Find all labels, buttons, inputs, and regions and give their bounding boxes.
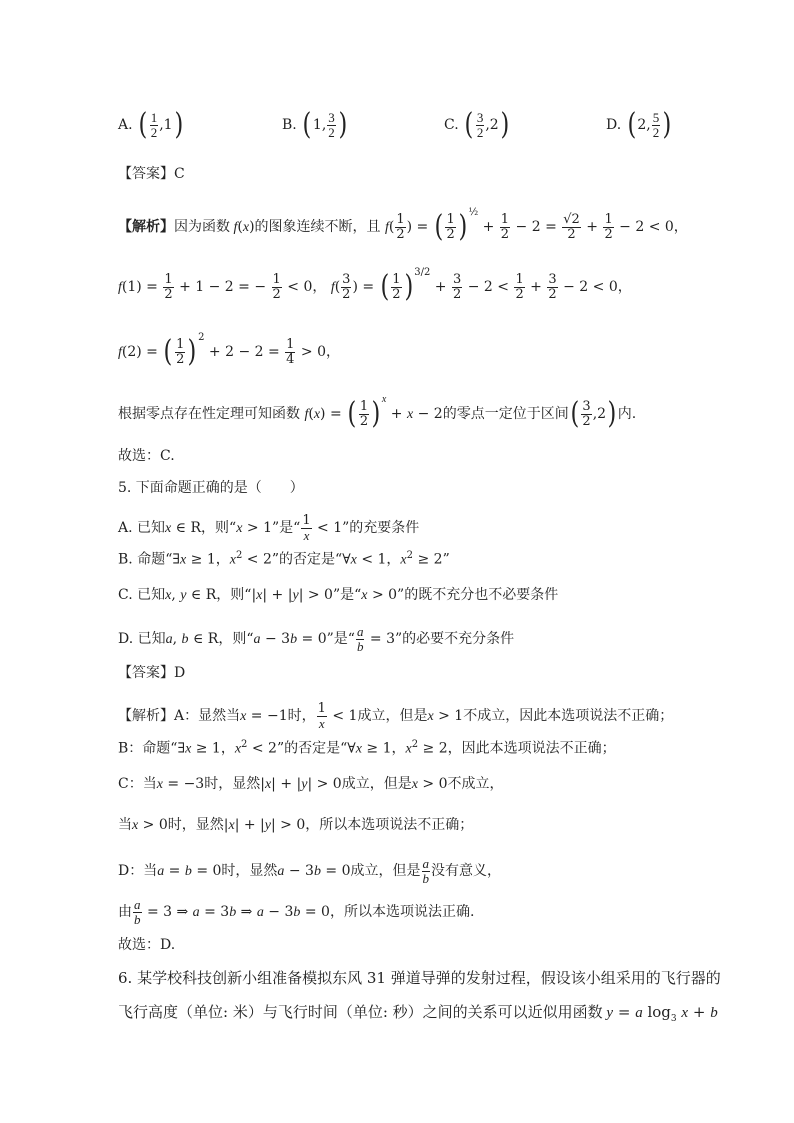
q5-b-text-3: ” bbox=[442, 551, 450, 568]
q5-b-text-1: B. 命题“ bbox=[118, 551, 173, 568]
question-6-line-2: 飞行高度（单位: 米）与飞行时间（单位: 秒）之间的关系可以近似用函数 y = a $\log_3 x + b$ bbox=[118, 1003, 718, 1024]
q5-d-text-3: ”是“ bbox=[326, 631, 355, 648]
q5-option-b: B. 命题“∃x ≥ 1，$x^2 < 2$”的否定是“∀x < 1，$x^2 \ge 2$” bbox=[118, 550, 450, 568]
a2-l3-text-b: 时，显然 bbox=[204, 776, 261, 792]
analysis-2-line-5: D：当a = b = 0时，显然a − 3b = 0成立，但是 $\frac{a}{b}$ 没有意义， bbox=[118, 856, 502, 886]
a2-l4-text-b: 时，显然 bbox=[167, 817, 224, 833]
q5-option-a: A. 已知x ∈ R，则“x > 1”是“ $\frac{1}{x}$ < 1”的充要条件 bbox=[118, 513, 420, 543]
analysis-1-line-1: 【解析】因为函数 f(x)的图象连续不断，且 f( $\frac{1}{2}$ ) = ( $\frac{1}{2}$ )$^{\frac{1}{2}}$ + $\frac{1}{2}$ − 2 = $\frac{√2}{2}$ + $\frac{1}{2}$ − 2 < 0， bbox=[118, 207, 688, 244]
question-5-stem: 5. 下面命题正确的是（ ） bbox=[118, 480, 304, 496]
q5-option-d: D. 已知a, b ∈ R，则“a − 3b = 0”是“ $\frac{a}{b}$ = 3”的必要不充分条件 bbox=[118, 624, 515, 654]
a2-l6-text-a: 由 bbox=[118, 904, 132, 921]
a2-l4-text-c: ，所以本选项说法不正确； bbox=[305, 817, 474, 833]
option-a-label: A. bbox=[118, 117, 133, 133]
q5-a-text-3: ”是“ bbox=[271, 520, 301, 537]
q5-d-text-4: ”的必要不充分条件 bbox=[395, 631, 515, 648]
q5-a-text-4: ”的充要条件 bbox=[342, 520, 420, 537]
analysis-intro: 因为函数 bbox=[174, 219, 230, 235]
a2-l1-text-d: 不成立，因此本选项说法不正确； bbox=[463, 708, 674, 725]
question-6-line-1: 6. 某学校科技创新小组准备模拟东风 31 弹道导弹的发射过程，假设该小组采用的飞行器的 bbox=[118, 969, 721, 987]
analysis-1-line-4-text-b: 的零点一定位于区间 bbox=[442, 406, 569, 422]
q5-a-text-2: ，则“ bbox=[201, 520, 237, 537]
conclusion-1: 故选：C. bbox=[118, 448, 175, 464]
a2-l1-text-c: 成立，但是 bbox=[357, 708, 428, 725]
q5-d-text-2: ，则“ bbox=[218, 631, 254, 648]
q6-line-2-text: 飞行高度（单位: 米）与飞行时间（单位: 秒）之间的关系可以近似用函数 bbox=[118, 1003, 603, 1021]
a2-l5-text-b: 时，显然 bbox=[221, 863, 278, 880]
analysis-2-line-3: C：当x = −3时，显然|x| + |y| > 0成立，但是x > 0不成立， bbox=[118, 776, 504, 792]
q5-c-text-1: C. 已知 bbox=[118, 587, 166, 603]
analysis-label: 【解析】 bbox=[118, 219, 174, 235]
a2-l3-text-a: C：当 bbox=[118, 776, 157, 792]
q5-d-text-1: D. 已知 bbox=[118, 631, 166, 648]
q5-option-c: C. 已知x, y ∈ R，则“|x| + |y| > 0”是“x > 0”的既不充分也不必要条件 bbox=[118, 587, 559, 603]
a2-l5-text-a: D：当 bbox=[118, 863, 158, 880]
analysis-1-line-4-text: 根据零点存在性定理可知函数 bbox=[118, 406, 300, 422]
a2-l3-text-c: 成立，但是 bbox=[341, 776, 412, 792]
analysis-1-line-3: f(2) = ( $\frac{1}{2}$ )$^2$ + 2 − 2 = $\frac{1}{4}$ > 0， bbox=[118, 332, 340, 369]
q5-b-text-2: ”的否定是“ bbox=[271, 551, 343, 568]
a2-l2-text-b: ”的否定是“ bbox=[276, 740, 348, 757]
analysis-2-line-6: 由 $\frac{a}{b}$ = 3 ⇒ a = 3b ⇒ a − 3b = 0，所以本选项说法正确. bbox=[118, 897, 475, 927]
a2-l2-text-c: ，因此本选项说法不正确； bbox=[447, 740, 616, 757]
q5-a-text-1: A. 已知 bbox=[118, 520, 166, 537]
a2-l1-text-b: 时， bbox=[287, 708, 316, 725]
q5-c-text-4: ”的既不充分也不必要条件 bbox=[397, 587, 559, 603]
a2-l5-text-d: 没有意义， bbox=[431, 863, 502, 880]
option-c-label: C. bbox=[444, 117, 459, 133]
option-a: A. ( $\frac{1}{2}$ ,1) bbox=[118, 107, 183, 142]
a2-l1-text-a: 【解析】A：显然当 bbox=[118, 708, 241, 725]
analysis-2-line-4: 当x > 0时，显然|x| + |y| > 0，所以本选项说法不正确； bbox=[118, 817, 474, 833]
option-b-label: B. bbox=[282, 117, 297, 133]
analysis-2-line-1: 【解析】A：显然当x = −1时， $\frac{1}{x}$ < 1成立，但是x > 1不成立，因此本选项说法不正确； bbox=[118, 701, 674, 731]
q5-c-text-2: ，则“ bbox=[216, 587, 252, 603]
answer-1: 【答案】C bbox=[118, 166, 185, 182]
a2-l2-text-a: B：命题“ bbox=[118, 740, 178, 757]
option-c: C. ( $\frac{3}{2}$ ,2) bbox=[444, 107, 509, 142]
q5-c-text-3: ”是“ bbox=[332, 587, 362, 603]
a2-l4-text-a: 当 bbox=[118, 817, 132, 833]
analysis-1-line-4: 根据零点存在性定理可知函数 f(x) = ( $\frac{1}{2}$ )$^x$ + x − 2的零点一定位于区间( $\frac{3}{2}$ ,2)内. bbox=[118, 394, 637, 431]
option-b: B. (1, $\frac{3}{2}$ ) bbox=[282, 107, 348, 142]
a2-l6-text-b: ，所以本选项说法正确. bbox=[329, 904, 475, 921]
analysis-1-line-4-text-c: 内. bbox=[617, 406, 637, 422]
a2-l3-text-d: 不成立， bbox=[447, 776, 504, 792]
analysis-1-line-2: f(1) = $\frac{1}{2}$ + 1 − 2 = − $\frac{1}{2}$ < 0， f( $\frac{3}{2}$ ) = ( $\frac{1}{2}$ )$^{3/2}$ + $\frac{3}{2}$ − 2 < $\frac{1}{2}$ + $\frac{3}{2}$ − 2 < 0， bbox=[118, 267, 632, 304]
analysis-mid: 的图象连续不断，且 bbox=[254, 219, 381, 235]
a2-l5-text-c: 成立，但是 bbox=[350, 863, 421, 880]
conclusion-2: 故选：D. bbox=[118, 937, 176, 953]
option-d: D. (2, $\frac{5}{2}$ ) bbox=[606, 107, 672, 142]
analysis-2-line-2: B：命题“∃x ≥ 1，$x^2 < 2$”的否定是“∀x ≥ 1，$x^2 \ge 2$，因此本选项说法不正确； bbox=[118, 739, 616, 757]
option-d-label: D. bbox=[606, 117, 622, 133]
answer-2: 【答案】D bbox=[118, 665, 186, 681]
